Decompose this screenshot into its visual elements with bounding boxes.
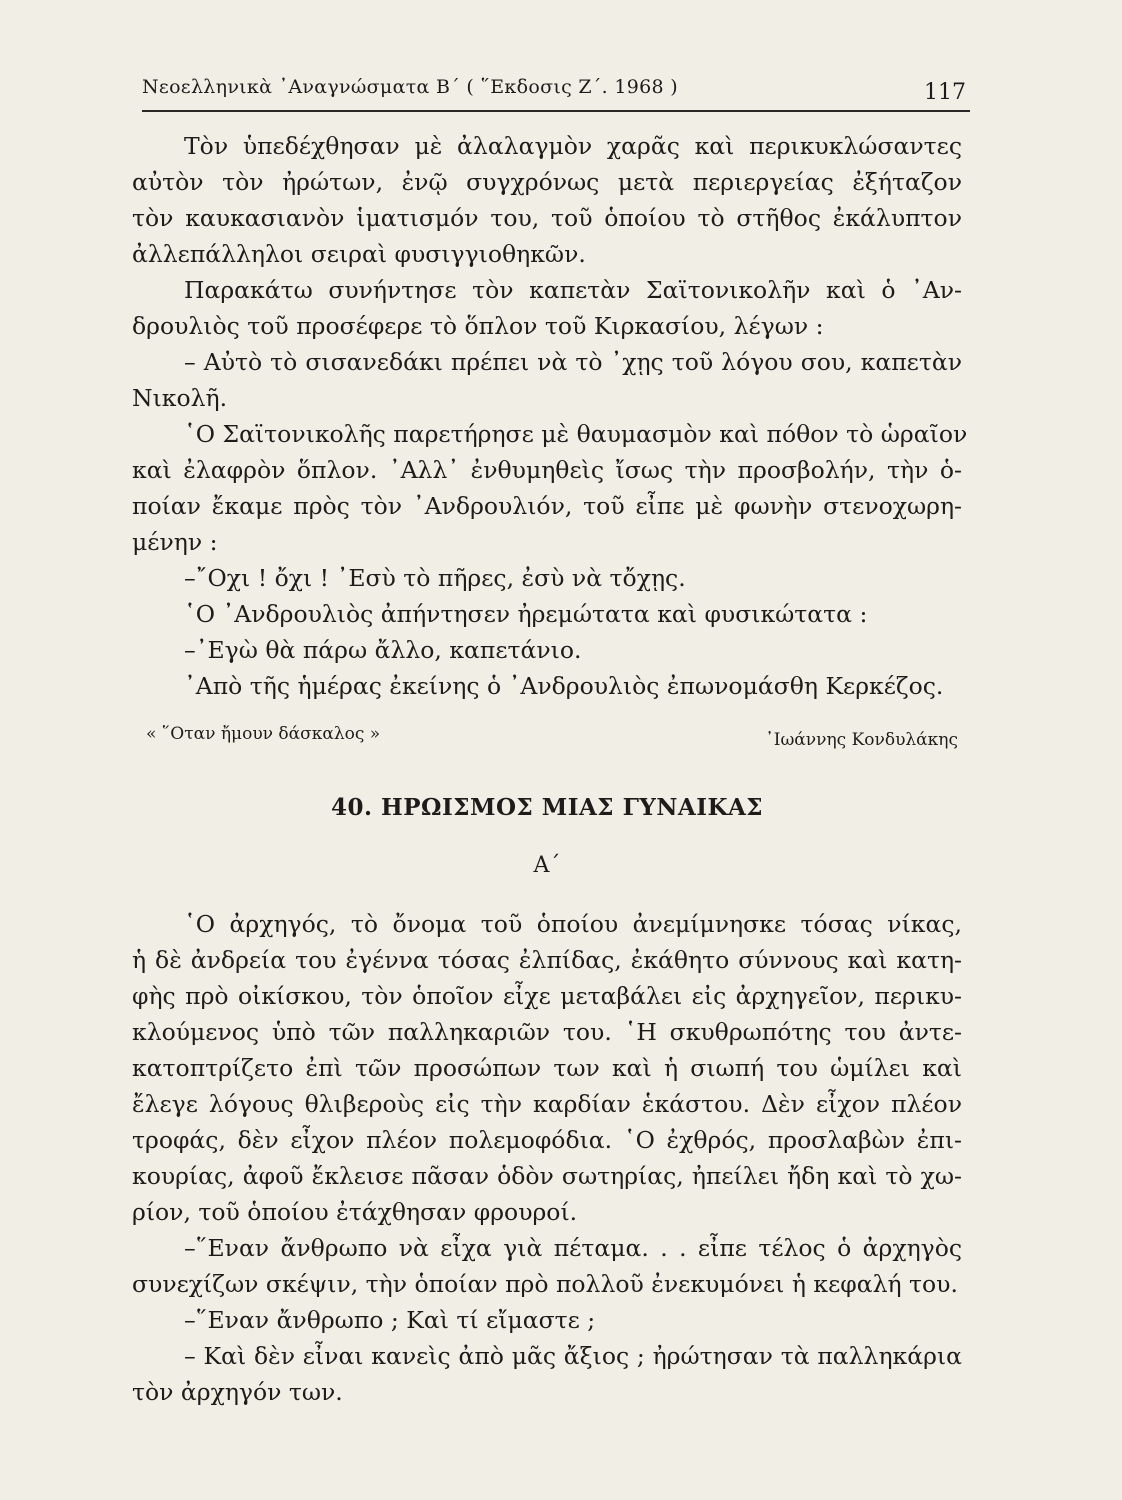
paragraph xyxy=(132,1338,962,1410)
story-ending xyxy=(132,128,968,704)
paragraph xyxy=(132,668,962,704)
paragraph xyxy=(132,1302,962,1338)
source-title: « ῞Οταν ἤμουν δάσκαλος » xyxy=(146,724,381,744)
text-line: συνεχίζων σκέψιν, τὴν ὁποίαν πρὸ πολλοῦ ἐνεκυμόνει ἡ κεφαλή του. xyxy=(132,1270,958,1298)
text-line: τὸν καυκασιανὸν ἱματισμόν του, τοῦ ὁποίου τὸ στῆθος ἐκάλυπτον xyxy=(132,204,962,232)
text-line: τὸν ἀρχηγόν των. xyxy=(132,1378,343,1406)
paragraph xyxy=(132,128,962,272)
text-line: αὐτὸν τὸν ἠρώτων, ἐνῷ συγχρόνως μετὰ περιεργείας ἐξήταζον xyxy=(132,168,962,196)
author-name: ᾿Ιωάννης Κονδυλάκης xyxy=(765,730,958,750)
header-title: Νεοελληνικὰ ᾿Αναγνώσματα Β΄ ( ῞Εκδοσις Ζ΄. 1968 ) xyxy=(142,76,678,98)
paragraph xyxy=(132,560,962,596)
paragraph xyxy=(132,416,968,560)
page-number: 117 xyxy=(924,80,966,105)
text-line: ᾿Απὸ τῆς ἡμέρας ἐκείνης ὁ ᾿Ανδρουλιὸς ἐπωνομάσθη Κερκέζος. xyxy=(184,672,944,700)
text-line: ποίαν ἔκαμε πρὸς τὸν ᾿Ανδρουλιόν, τοῦ εἶπε μὲ φωνὴν στενοχωρη- xyxy=(132,492,962,520)
paragraph xyxy=(132,906,962,1230)
text-line: –῞Εναν ἄνθρωπο ; Καὶ τί εἴμαστε ; xyxy=(184,1306,596,1334)
text-line: ἀλλεπάλληλοι σειραὶ φυσιγγιοθηκῶν. xyxy=(132,240,586,268)
text-line: –῞Εναν ἄνθρωπο νὰ εἶχα γιὰ πέταμα. . . εἶπε τέλος ὁ ἀρχηγὸς xyxy=(184,1234,962,1262)
paragraph xyxy=(132,272,962,344)
page-body xyxy=(132,128,968,1410)
text-line: – Καὶ δὲν εἶναι κανεὶς ἀπὸ μᾶς ἄξιος ; ἠρώτησαν τὰ παλληκάρια xyxy=(184,1342,962,1370)
text-line: δρουλιὸς τοῦ προσέφερε τὸ ὅπλον τοῦ Κιρκασίου, λέγων : xyxy=(132,312,824,340)
attribution xyxy=(132,712,962,754)
chapter-text xyxy=(132,906,962,1410)
text-line: φὴς πρὸ οἰκίσκου, τὸν ὁποῖον εἶχε μεταβάλει εἰς ἀρχηγεῖον, περικυ- xyxy=(132,982,962,1010)
paragraph xyxy=(132,596,962,632)
text-line: κατοπτρίζετο ἐπὶ τῶν προσώπων των καὶ ἡ σιωπή του ὡμίλει καὶ xyxy=(132,1054,962,1082)
chapter-title: 40. ΗΡΩΙΣΜΟΣ ΜΙΑΣ ΓΥΝΑΙΚΑΣ xyxy=(330,794,764,821)
text-line: ἔλεγε λόγους θλιβεροὺς εἰς τὴν καρδίαν ἑκάστου. Δὲν εἶχον πλέον xyxy=(132,1090,962,1118)
text-line: – Αὐτὸ τὸ σισανεδάκι πρέπει νὰ τὸ ᾿χῃς τοῦ λόγου σου, καπετὰν xyxy=(184,348,962,376)
text-line: ῾Ο Σαϊτονικολῆς παρετήρησε μὲ θαυμασμὸν καὶ πόθον τὸ ὡραῖον xyxy=(184,420,968,448)
running-header xyxy=(142,70,970,112)
text-line: κουρίας, ἀφοῦ ἔκλεισε πᾶσαν ὁδὸν σωτηρίας, ἠπείλει ἤδη καὶ τὸ χω- xyxy=(132,1162,962,1190)
text-line: καὶ ἐλαφρὸν ὅπλον. ᾿Αλλ᾿ ἐνθυμηθεὶς ἴσως τὴν προσβολήν, τὴν ὁ- xyxy=(132,456,962,484)
text-line: Νικολῆ. xyxy=(132,384,228,412)
paragraph xyxy=(132,344,962,416)
text-line: –῎Οχι ! ὄχι ! ᾿Εσὺ τὸ πῆρες, ἐσὺ νὰ τὄχῃς. xyxy=(184,564,686,592)
text-line: –᾿Εγὼ θὰ πάρω ἄλλο, καπετάνιο. xyxy=(184,636,582,664)
text-line: Παρακάτω συνήντησε τὸν καπετὰν Σαϊτονικολῆν καὶ ὁ ᾿Αν- xyxy=(184,276,962,304)
paragraph xyxy=(132,1230,962,1302)
text-line: ῾Ο ἀρχηγός, τὸ ὄνομα τοῦ ὁποίου ἀνεμίμνησκε τόσας νίκας, xyxy=(184,910,962,938)
text-line: τροφάς, δὲν εἶχον πλέον πολεμοφόδια. ῾Ο ἐχθρός, προσλαβὼν ἐπι- xyxy=(132,1126,962,1154)
paragraph xyxy=(132,632,962,668)
text-line: μένην : xyxy=(132,528,218,556)
text-line: ἡ δὲ ἀνδρεία του ἐγέννα τόσας ἐλπίδας, ἐκάθητο σύννους καὶ κατη- xyxy=(132,946,962,974)
chapter-part-label: Α΄ xyxy=(533,853,561,878)
text-line: ρίον, τοῦ ὁποίου ἐτάχθησαν φρουροί. xyxy=(132,1198,578,1226)
text-line: κλούμενος ὑπὸ τῶν παλληκαριῶν του. ῾Η σκυθρωπότης του ἀντε- xyxy=(132,1018,962,1046)
text-line: Τὸν ὑπεδέχθησαν μὲ ἀλαλαγμὸν χαρᾶς καὶ περικυκλώσαντες xyxy=(184,132,962,160)
text-line: ῾Ο ᾿Ανδρουλιὸς ἀπήντησεν ἠρεμώτατα καὶ φυσικώτατα : xyxy=(184,600,868,628)
